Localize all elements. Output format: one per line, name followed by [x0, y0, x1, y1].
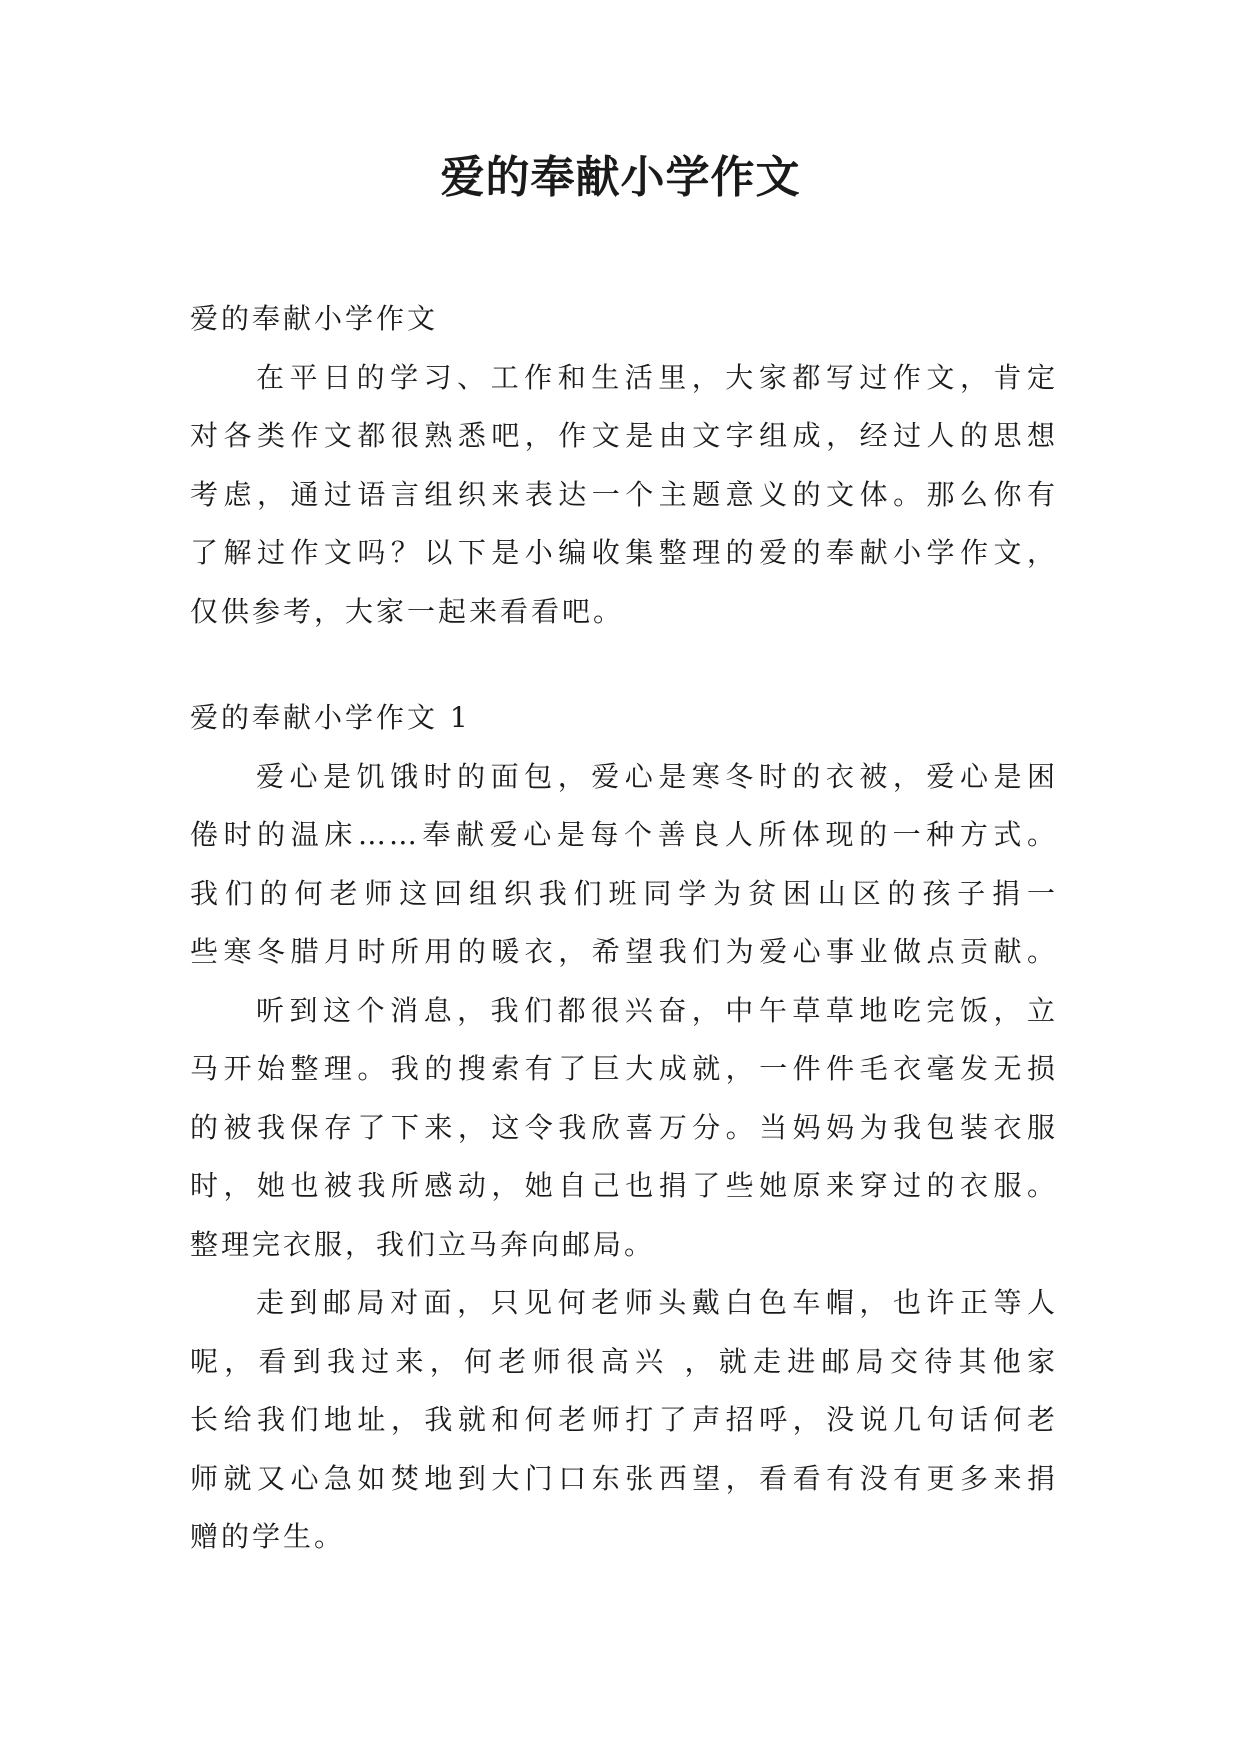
body-paragraph-2: [190, 982, 1058, 1275]
body-paragraph-1: [190, 748, 1058, 982]
document-subtitle: 爱的奉献小学作文: [190, 302, 439, 335]
paragraph-line: 听到这个消息，我们都很兴奋，中午草草地吃完饭，立: [256, 993, 1058, 1027]
section-spacer: [190, 641, 1058, 689]
paragraph-line: 走到邮局对面，只见何老师头戴白色车帽，也许正等人: [256, 1286, 1058, 1319]
paragraph-line: 整理完衣服，我们立马奔向邮局。: [190, 1227, 656, 1261]
paragraph-line: 些寒冬腊月时所用的暖衣，希望我们为爱心事业做点贡献。: [190, 935, 1058, 968]
paragraph-line: 了解过作文吗？以下是小编收集整理的爱的奉献小学作文，: [190, 536, 1058, 569]
paragraph-line: 赠的学生。: [190, 1520, 346, 1553]
document-title: 爱的奉献小学作文: [440, 152, 801, 203]
paragraph-line: 时，她也被我所感动，她自己也捐了些她原来穿过的衣服。: [190, 1169, 1058, 1202]
intro-paragraph: [190, 349, 1058, 642]
paragraph-line: 呢，看到我过来，何老师很高兴 ，就走进邮局交待其他家: [190, 1344, 1058, 1378]
paragraph-line: 我们的何老师这回组织我们班同学为贫困山区的孩子捐一: [190, 876, 1058, 910]
document-body: [190, 290, 1058, 1567]
section-heading: 爱的奉献小学作文 1: [190, 701, 471, 734]
paragraph-line: 对各类作文都很熟悉吧，作文是由文字组成，经过人的思想: [190, 419, 1058, 452]
paragraph-line: 倦时的温床……奉献爱心是每个善良人所体现的一种方式。: [190, 818, 1058, 851]
paragraph-line: 考虑，通过语言组织来表达一个主题意义的文体。那么你有: [190, 477, 1058, 511]
paragraph-line: 长给我们地址，我就和何老师打了声招呼，没说几句话何老: [190, 1403, 1058, 1436]
paragraph-line: 的被我保存了下来，这令我欣喜万分。当妈妈为我包装衣服: [190, 1110, 1058, 1144]
paragraph-line: 仅供参考，大家一起来看看吧。: [190, 594, 625, 628]
paragraph-line: 在平日的学习、工作和生活里，大家都写过作文，肯定: [256, 360, 1058, 394]
paragraph-line: 爱心是饥饿时的面包，爱心是寒冬时的衣被，爱心是困: [256, 759, 1058, 793]
body-paragraph-3: [190, 1274, 1058, 1567]
paragraph-line: 马开始整理。我的搜索有了巨大成就，一件件毛衣毫发无损: [190, 1052, 1058, 1085]
paragraph-line: 师就又心急如焚地到大门口东张西望，看看有没有更多来捐: [190, 1461, 1058, 1495]
